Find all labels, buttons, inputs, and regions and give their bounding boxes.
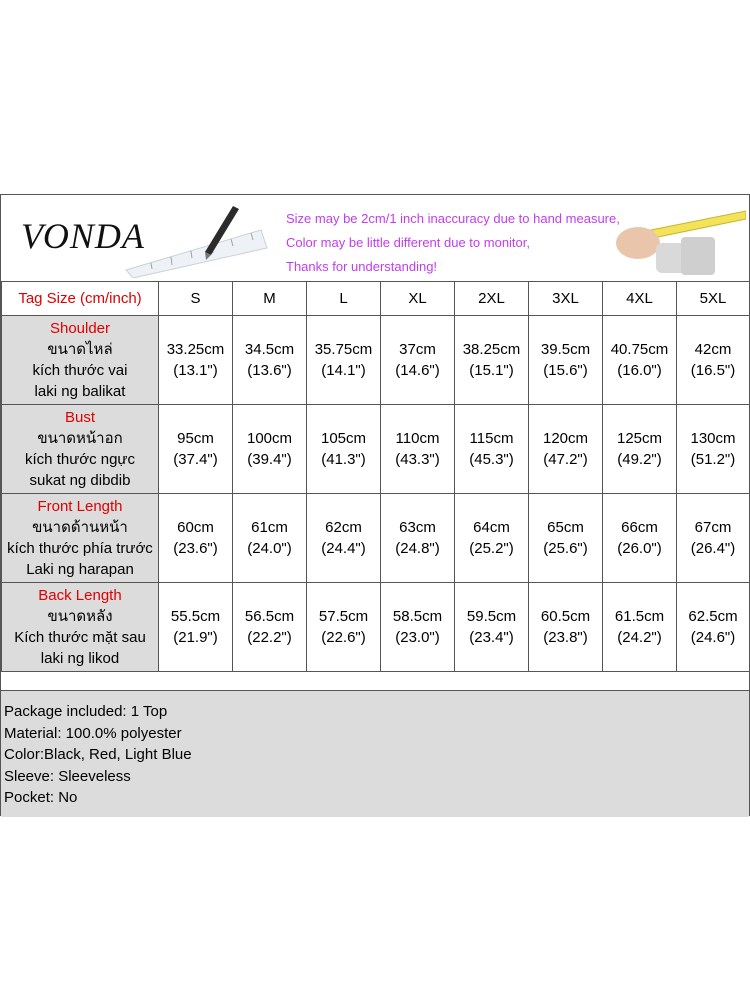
value-cm: 62.5cm <box>688 608 738 625</box>
label-vi: Kích thước mặt sau <box>14 629 146 646</box>
table-row <box>2 405 750 494</box>
table-cell <box>159 316 233 405</box>
label-en: Shoulder <box>49 320 111 337</box>
label-tl: Laki ng harapan <box>26 561 134 578</box>
value-inch: (24.0") <box>247 540 292 557</box>
size-header-4xl: 4XL <box>603 282 677 316</box>
value-cm: 100cm <box>246 430 293 447</box>
table-cell <box>455 583 529 672</box>
value-cm: 58.5cm <box>392 608 443 625</box>
value-cm: 33.25cm <box>166 341 225 358</box>
value-inch: (15.1") <box>469 362 514 379</box>
detail-pocket: Pocket: No <box>4 789 78 806</box>
label-vi: kích thước vai <box>32 362 128 379</box>
label-th: ขนาดหลัง <box>47 608 113 625</box>
value-cm: 110cm <box>395 430 440 447</box>
size-header-l: L <box>307 282 381 316</box>
value-inch: (51.2") <box>690 451 736 468</box>
size-header-xl: XL <box>381 282 455 316</box>
value-inch: (43.3") <box>395 451 440 468</box>
brand-logo: VONDA <box>21 216 145 256</box>
value-inch: (14.1") <box>321 362 366 379</box>
value-cm: 60cm <box>177 519 214 536</box>
label-vi: kích thước phía trước <box>7 540 153 557</box>
value-inch: (13.1") <box>173 362 218 379</box>
value-cm: 66cm <box>621 519 658 536</box>
table-cell <box>159 583 233 672</box>
value-cm: 59.5cm <box>466 608 517 625</box>
table-cell <box>529 583 603 672</box>
value-cm: 39.5cm <box>540 341 591 358</box>
value-inch: (26.0") <box>617 540 662 557</box>
detail-sleeve: Sleeve: Sleeveless <box>4 767 131 785</box>
table-cell <box>529 405 603 494</box>
value-inch: (49.2") <box>617 451 662 468</box>
banner <box>1 195 749 282</box>
value-inch: (13.6") <box>247 362 292 379</box>
value-cm: 130cm <box>690 430 736 447</box>
value-cm: 57.5cm <box>318 608 369 625</box>
value-inch: (39.4") <box>247 451 292 468</box>
table-cell <box>381 494 455 583</box>
value-cm: 62cm <box>325 519 362 536</box>
size-header-2xl: 2XL <box>455 282 529 316</box>
table-cell <box>677 583 750 672</box>
value-inch: (45.3") <box>469 451 514 468</box>
table-cell <box>603 494 677 583</box>
size-header-3xl: 3XL <box>529 282 603 316</box>
table-cell <box>381 583 455 672</box>
label-th: ขนาดด้านหน้า <box>32 519 128 536</box>
size-header-5xl: 5XL <box>677 282 750 316</box>
value-inch: (25.2") <box>469 540 514 557</box>
value-inch: (23.0") <box>395 629 440 646</box>
value-inch: (16.0") <box>617 362 662 379</box>
label-en: Front Length <box>37 498 123 515</box>
value-inch: (24.4") <box>321 540 366 557</box>
size-header-m: M <box>233 282 307 316</box>
table-row <box>2 316 750 405</box>
value-cm: 34.5cm <box>244 341 295 358</box>
value-cm: 95cm <box>177 430 214 447</box>
value-cm: 64cm <box>473 519 510 536</box>
row-label-back-length <box>2 583 159 672</box>
header-row <box>2 282 750 316</box>
table-cell <box>455 405 529 494</box>
value-cm: 56.5cm <box>244 608 295 625</box>
table-cell <box>529 316 603 405</box>
table-cell <box>233 316 307 405</box>
table-cell <box>455 316 529 405</box>
detail-color: Color:Black, Red, Light Blue <box>4 746 192 763</box>
value-inch: (21.9") <box>173 629 218 646</box>
table-cell <box>455 494 529 583</box>
value-cm: 125cm <box>616 430 663 447</box>
hand-measuring-tape-icon <box>596 203 746 277</box>
value-inch: (41.3") <box>321 451 366 468</box>
value-inch: (24.2") <box>617 629 662 646</box>
label-en: Back Length <box>38 587 122 604</box>
label-tl: laki ng likod <box>40 650 120 667</box>
table-cell <box>307 583 381 672</box>
size-chart <box>0 194 750 816</box>
value-inch: (16.5") <box>690 362 736 379</box>
value-inch: (23.6") <box>173 540 218 557</box>
value-inch: (23.4") <box>469 629 514 646</box>
label-tl: sukat ng dibdib <box>29 472 131 489</box>
value-cm: 60.5cm <box>540 608 591 625</box>
value-inch: (37.4") <box>173 451 218 468</box>
value-cm: 38.25cm <box>462 341 521 358</box>
value-cm: 63cm <box>399 519 436 536</box>
value-cm: 61.5cm <box>614 608 665 625</box>
tag-size-label: Tag Size (cm/inch) <box>2 282 159 316</box>
label-th: ขนาดไหล่ <box>47 341 113 358</box>
table-cell <box>307 405 381 494</box>
detail-material: Material: 100.0% polyester <box>4 724 182 742</box>
row-label-bust <box>2 405 159 494</box>
label-th: ขนาดหน้าอก <box>37 430 123 447</box>
value-cm: 105cm <box>320 430 367 447</box>
value-inch: (26.4") <box>690 540 736 557</box>
value-cm: 35.75cm <box>314 341 373 358</box>
value-cm: 55.5cm <box>170 608 221 625</box>
note-line: Size may be 2cm/1 inch inaccuracy due to hand measure, <box>286 211 620 226</box>
table-cell <box>677 316 750 405</box>
table-cell <box>603 583 677 672</box>
table-cell <box>529 494 603 583</box>
table-cell <box>381 316 455 405</box>
value-cm: 120cm <box>542 430 589 447</box>
table-cell <box>603 316 677 405</box>
table-cell <box>603 405 677 494</box>
table-row <box>2 583 750 672</box>
ruler-pencil-icon <box>121 200 271 278</box>
value-cm: 65cm <box>547 519 584 536</box>
value-inch: (25.6") <box>543 540 588 557</box>
value-cm: 42cm <box>694 341 732 358</box>
value-inch: (23.8") <box>543 629 588 646</box>
table-cell <box>677 405 750 494</box>
size-header-s: S <box>159 282 233 316</box>
value-cm: 115cm <box>469 430 514 447</box>
value-cm: 37cm <box>399 341 436 358</box>
row-label-shoulder <box>2 316 159 405</box>
disclaimer-notes <box>286 207 620 279</box>
table-row <box>2 494 750 583</box>
value-cm: 67cm <box>694 519 732 536</box>
value-inch: (24.6") <box>690 629 736 646</box>
size-table <box>1 281 750 672</box>
detail-package: Package included: 1 Top <box>4 703 168 720</box>
label-vi: kích thước ngực <box>25 451 135 468</box>
value-inch: (47.2") <box>543 451 588 468</box>
value-inch: (22.6") <box>321 629 366 646</box>
product-details <box>1 690 749 817</box>
table-cell <box>159 405 233 494</box>
table-cell <box>677 494 750 583</box>
table-cell <box>233 405 307 494</box>
label-en: Bust <box>64 409 95 426</box>
table-cell <box>307 316 381 405</box>
table-cell <box>381 405 455 494</box>
value-cm: 40.75cm <box>610 341 669 358</box>
table-cell <box>233 583 307 672</box>
value-cm: 61cm <box>251 519 288 536</box>
note-line: Color may be little different due to monitor, <box>286 235 530 250</box>
value-inch: (14.6") <box>395 362 440 379</box>
label-tl: laki ng balikat <box>34 383 126 400</box>
table-cell <box>159 494 233 583</box>
value-inch: (15.6") <box>543 362 588 379</box>
row-label-front-length <box>2 494 159 583</box>
table-cell <box>307 494 381 583</box>
value-inch: (22.2") <box>247 629 292 646</box>
value-inch: (24.8") <box>395 540 440 557</box>
note-line: Thanks for understanding! <box>286 259 438 274</box>
table-cell <box>233 494 307 583</box>
